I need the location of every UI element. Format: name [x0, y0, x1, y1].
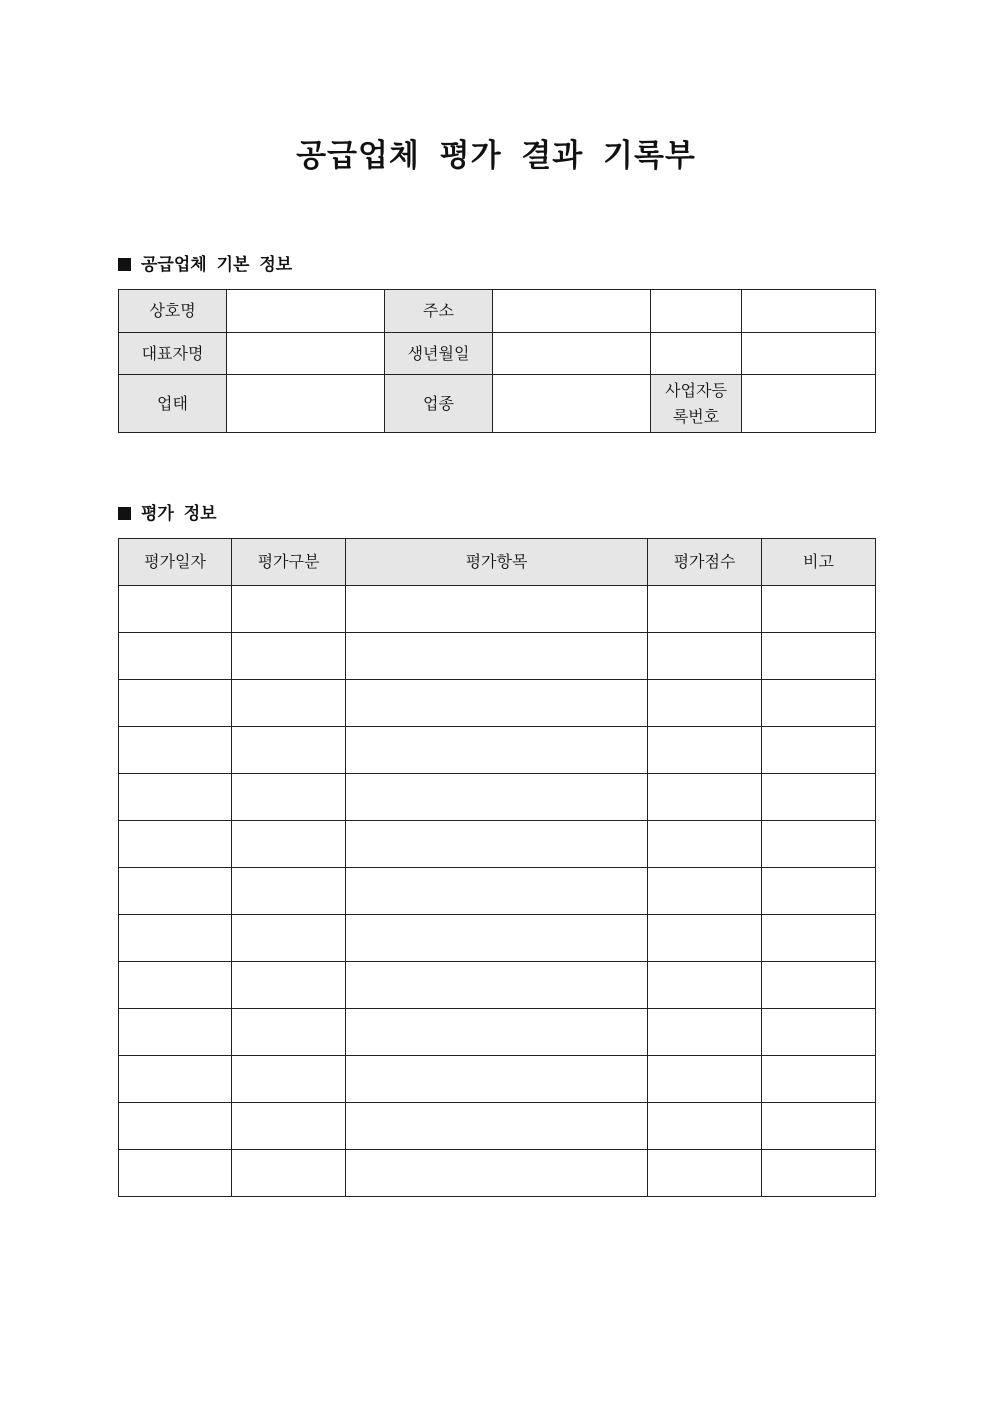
- remarks-cell[interactable]: [762, 1150, 876, 1197]
- label-business-reg-number: 사업자등록번호: [651, 375, 742, 433]
- business-item-field[interactable]: [493, 375, 651, 433]
- eval-category-cell[interactable]: [232, 774, 346, 821]
- eval-item-cell[interactable]: [346, 774, 648, 821]
- eval-score-cell[interactable]: [648, 727, 762, 774]
- eval-date-cell[interactable]: [119, 915, 232, 962]
- eval-item-cell[interactable]: [346, 915, 648, 962]
- table-header-row: [119, 539, 876, 586]
- eval-score-cell[interactable]: [648, 1056, 762, 1103]
- remarks-cell[interactable]: [762, 821, 876, 868]
- eval-item-cell[interactable]: [346, 962, 648, 1009]
- eval-date-cell[interactable]: [119, 727, 232, 774]
- eval-category-cell[interactable]: [232, 1056, 346, 1103]
- eval-item-cell[interactable]: [346, 586, 648, 633]
- eval-score-cell[interactable]: [648, 680, 762, 727]
- table-row: [119, 962, 876, 1009]
- table-row: [119, 375, 876, 433]
- column-header-eval-item: 평가항목: [346, 539, 648, 586]
- eval-date-cell[interactable]: [119, 821, 232, 868]
- representative-field[interactable]: [227, 333, 385, 375]
- business-type-field[interactable]: [227, 375, 385, 433]
- eval-date-cell[interactable]: [119, 1056, 232, 1103]
- eval-category-cell[interactable]: [232, 680, 346, 727]
- label-address: 주소: [385, 290, 493, 333]
- birth-date-field[interactable]: [493, 333, 651, 375]
- eval-item-cell[interactable]: [346, 868, 648, 915]
- eval-category-cell[interactable]: [232, 821, 346, 868]
- remarks-cell[interactable]: [762, 633, 876, 680]
- eval-category-cell[interactable]: [232, 1103, 346, 1150]
- table-row: [119, 868, 876, 915]
- blank-field[interactable]: [742, 290, 876, 333]
- eval-score-cell[interactable]: [648, 915, 762, 962]
- company-name-field[interactable]: [227, 290, 385, 333]
- eval-category-cell[interactable]: [232, 586, 346, 633]
- evaluation-table: [118, 538, 876, 1197]
- remarks-cell[interactable]: [762, 962, 876, 1009]
- eval-score-cell[interactable]: [648, 868, 762, 915]
- table-row: [119, 915, 876, 962]
- eval-item-cell[interactable]: [346, 1150, 648, 1197]
- section-heading-label: 평가 정보: [141, 504, 217, 524]
- eval-category-cell[interactable]: [232, 1009, 346, 1056]
- eval-date-cell[interactable]: [119, 962, 232, 1009]
- eval-item-cell[interactable]: [346, 1103, 648, 1150]
- remarks-cell[interactable]: [762, 680, 876, 727]
- table-row: [119, 680, 876, 727]
- table-row: [119, 586, 876, 633]
- table-row: [119, 290, 876, 333]
- business-reg-number-field[interactable]: [742, 375, 876, 433]
- section-heading-label: 공급업체 기본 정보: [141, 255, 293, 275]
- table-row: [119, 1150, 876, 1197]
- label-business-item: 업종: [385, 375, 493, 433]
- remarks-cell[interactable]: [762, 1103, 876, 1150]
- table-row: [119, 821, 876, 868]
- eval-date-cell[interactable]: [119, 868, 232, 915]
- table-row: [119, 1103, 876, 1150]
- eval-date-cell[interactable]: [119, 774, 232, 821]
- eval-item-cell[interactable]: [346, 1009, 648, 1056]
- eval-date-cell[interactable]: [119, 1103, 232, 1150]
- eval-item-cell[interactable]: [346, 1056, 648, 1103]
- column-header-remarks: 비고: [762, 539, 876, 586]
- document-title: 공급업체 평가 결과 기록부: [296, 138, 696, 174]
- table-row: [119, 333, 876, 375]
- eval-score-cell[interactable]: [648, 586, 762, 633]
- square-bullet-icon: [118, 258, 131, 271]
- eval-item-cell[interactable]: [346, 727, 648, 774]
- eval-score-cell[interactable]: [648, 1150, 762, 1197]
- table-row: [119, 727, 876, 774]
- remarks-cell[interactable]: [762, 727, 876, 774]
- eval-score-cell[interactable]: [648, 774, 762, 821]
- eval-category-cell[interactable]: [232, 727, 346, 774]
- remarks-cell[interactable]: [762, 586, 876, 633]
- blank-cell: [651, 290, 742, 333]
- label-business-type: 업태: [119, 375, 227, 433]
- section-heading-basic-info: [118, 253, 292, 277]
- label-company-name: 상호명: [119, 290, 227, 333]
- eval-date-cell[interactable]: [119, 586, 232, 633]
- eval-score-cell[interactable]: [648, 821, 762, 868]
- table-row: [119, 774, 876, 821]
- square-bullet-icon: [118, 507, 131, 520]
- eval-category-cell[interactable]: [232, 962, 346, 1009]
- eval-date-cell[interactable]: [119, 1009, 232, 1056]
- column-header-eval-date: 평가일자: [119, 539, 232, 586]
- eval-item-cell[interactable]: [346, 821, 648, 868]
- eval-item-cell[interactable]: [346, 680, 648, 727]
- eval-category-cell[interactable]: [232, 868, 346, 915]
- supplier-basic-info-table: [118, 289, 876, 433]
- eval-date-cell[interactable]: [119, 1150, 232, 1197]
- address-field[interactable]: [493, 290, 651, 333]
- blank-field[interactable]: [742, 333, 876, 375]
- remarks-cell[interactable]: [762, 868, 876, 915]
- eval-category-cell[interactable]: [232, 1150, 346, 1197]
- blank-cell: [651, 333, 742, 375]
- table-row: [119, 1009, 876, 1056]
- table-row: [119, 1056, 876, 1103]
- remarks-cell[interactable]: [762, 1056, 876, 1103]
- remarks-cell[interactable]: [762, 774, 876, 821]
- label-representative: 대표자명: [119, 333, 227, 375]
- eval-date-cell[interactable]: [119, 680, 232, 727]
- label-birth-date: 생년월일: [385, 333, 493, 375]
- eval-category-cell[interactable]: [232, 915, 346, 962]
- column-header-eval-score: 평가점수: [648, 539, 762, 586]
- eval-score-cell[interactable]: [648, 962, 762, 1009]
- remarks-cell[interactable]: [762, 915, 876, 962]
- column-header-eval-category: 평가구분: [232, 539, 346, 586]
- eval-item-cell[interactable]: [346, 633, 648, 680]
- eval-score-cell[interactable]: [648, 633, 762, 680]
- eval-score-cell[interactable]: [648, 1103, 762, 1150]
- eval-date-cell[interactable]: [119, 633, 232, 680]
- section-heading-evaluation: [118, 502, 217, 526]
- table-row: [119, 633, 876, 680]
- eval-category-cell[interactable]: [232, 633, 346, 680]
- remarks-cell[interactable]: [762, 1009, 876, 1056]
- eval-score-cell[interactable]: [648, 1009, 762, 1056]
